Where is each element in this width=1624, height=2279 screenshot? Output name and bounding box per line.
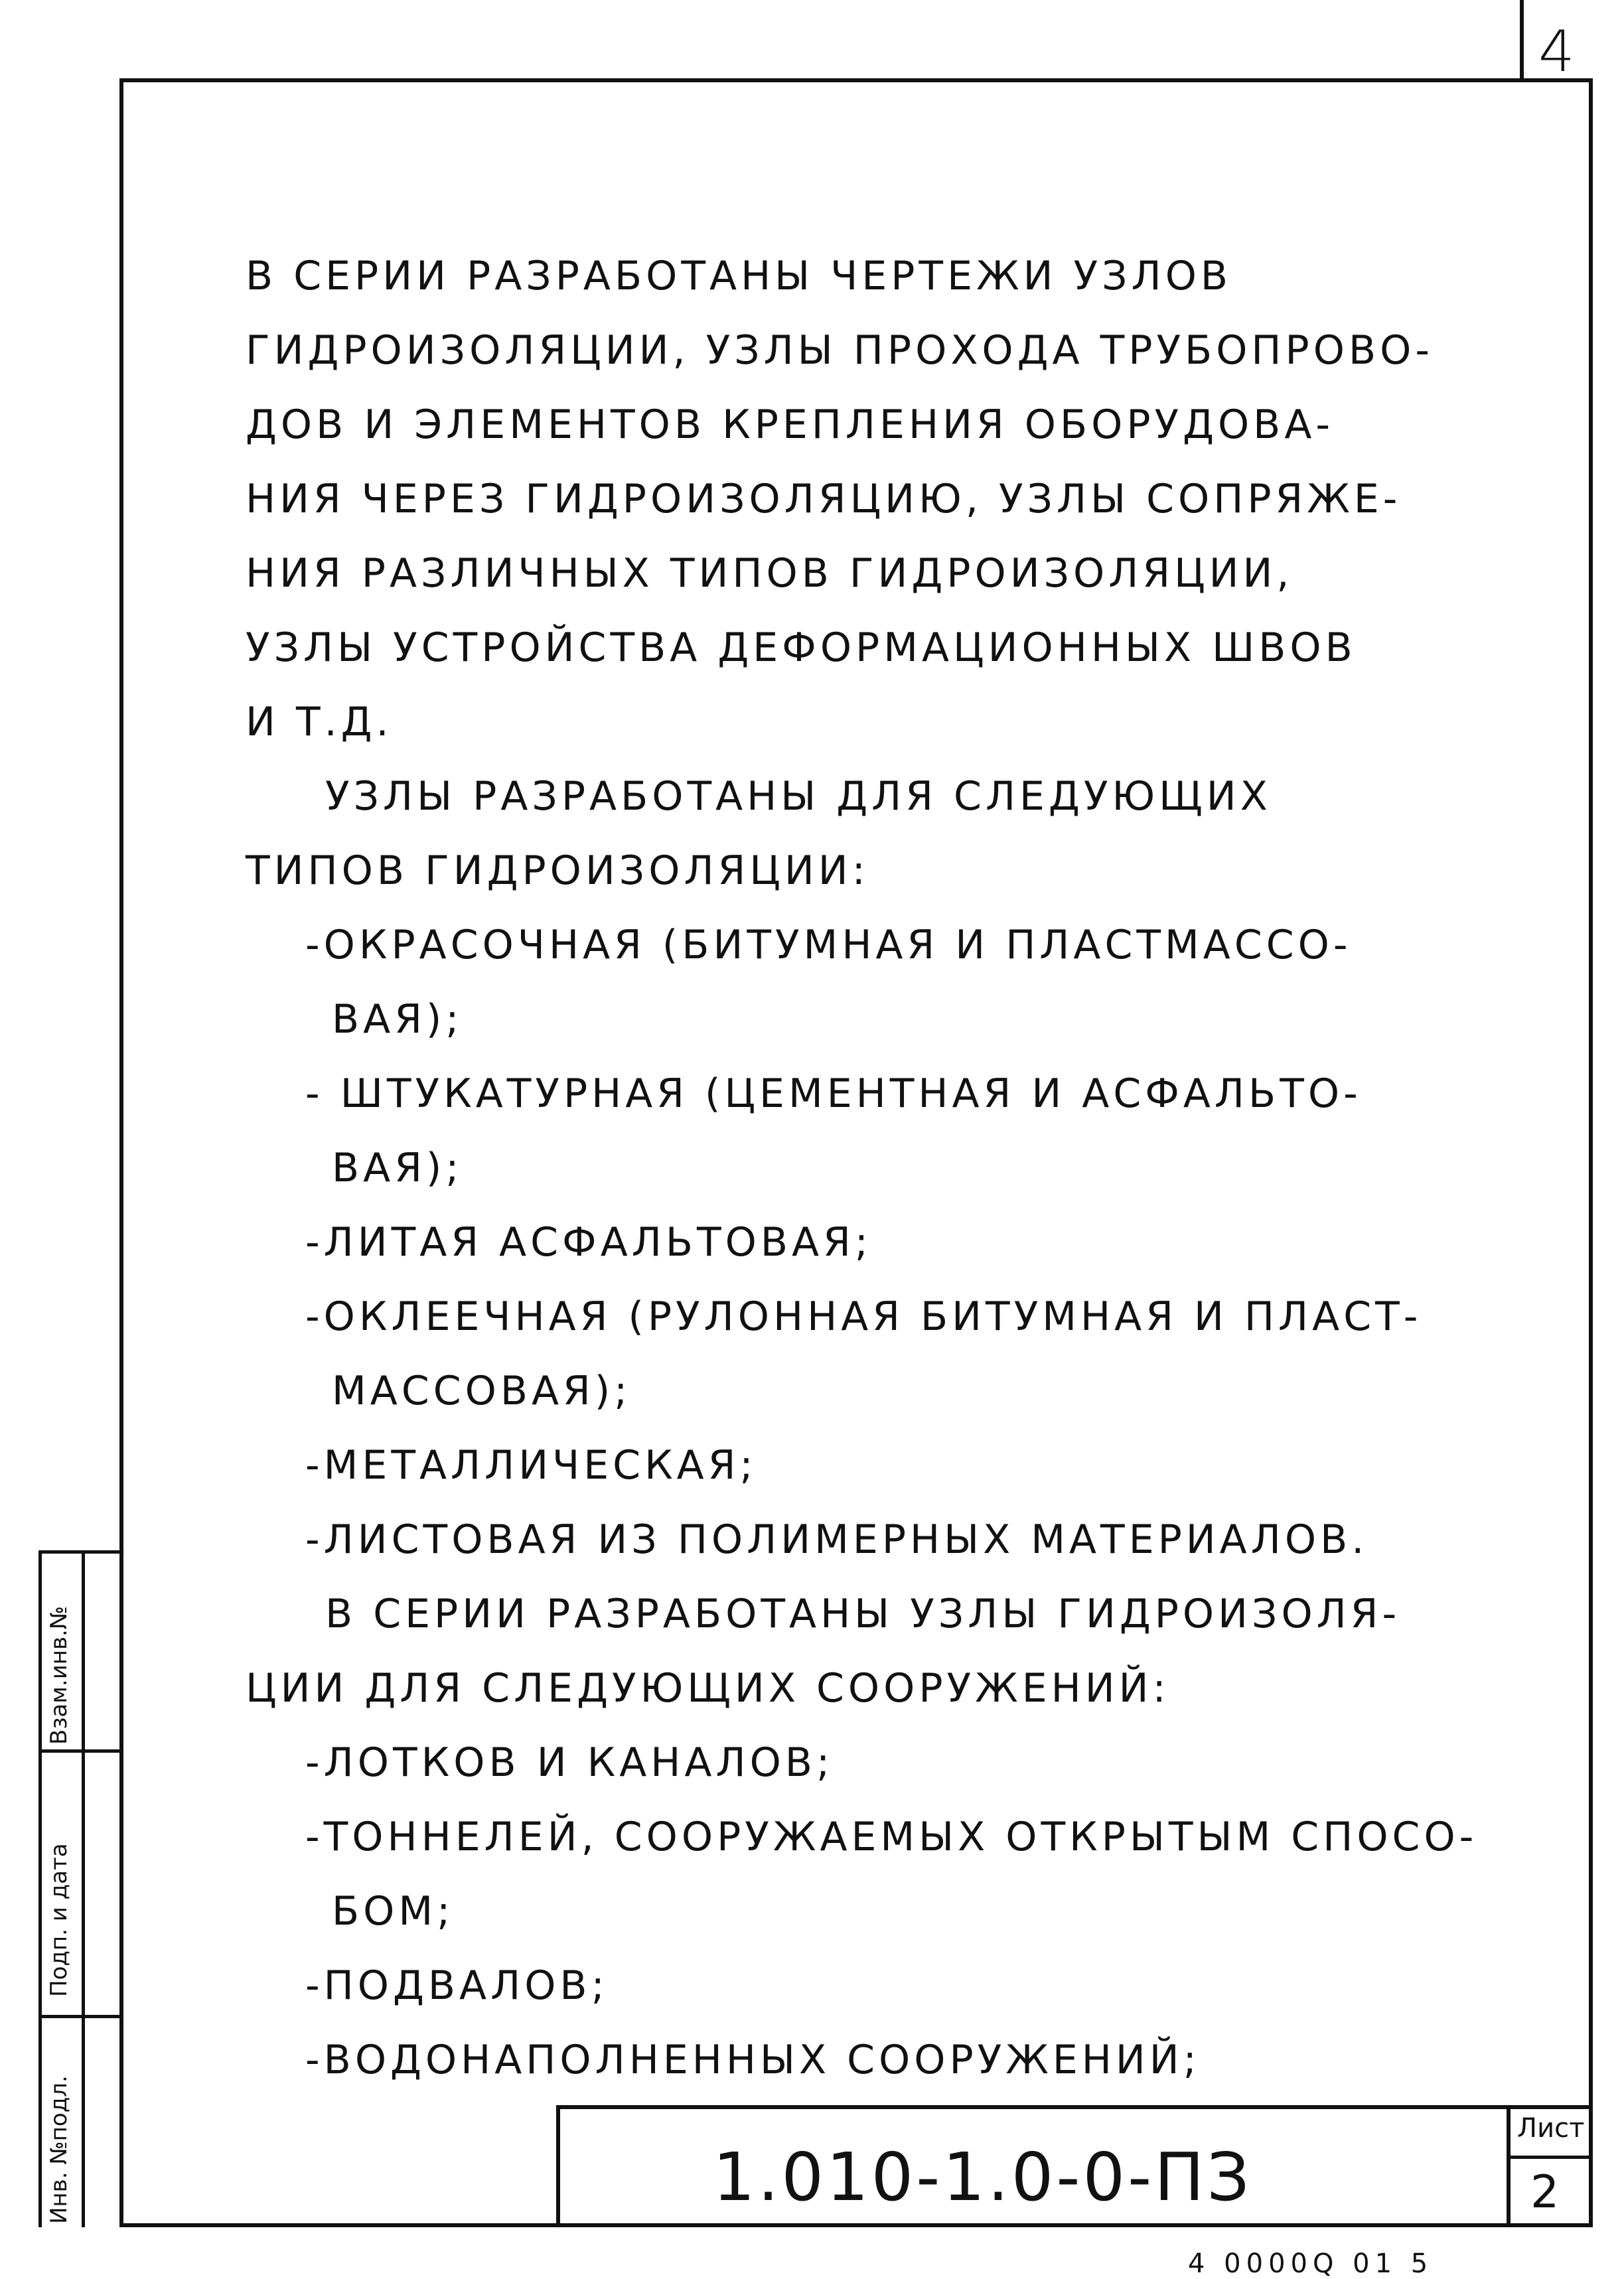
title-block [556, 2105, 1593, 2227]
list-item-continuation: ВАЯ); [332, 996, 463, 1043]
text-line: И Т.Д. [246, 699, 393, 745]
list-item: -ОКЛЕЕЧНАЯ (РУЛОННАЯ БИТУМНАЯ И ПЛАСТ- [305, 1293, 1422, 1340]
sheet-label: Лист [1517, 2113, 1585, 2144]
stamp-cell-signature-date [42, 1753, 119, 2018]
stamp-label-signature-date: Подп. и дата [46, 1842, 72, 1997]
page-number: 4 [1538, 19, 1575, 85]
list-item-continuation: ВАЯ); [332, 1145, 463, 1191]
text-line: В СЕРИИ РАЗРАБОТАНЫ ЧЕРТЕЖИ УЗЛОВ [246, 253, 1232, 299]
text-line: ГИДРОИЗОЛЯЦИИ, УЗЛЫ ПРОХОДА ТРУБОПРОВО- [246, 327, 1434, 374]
text-line: В СЕРИИ РАЗРАБОТАНЫ УЗЛЫ ГИДРОИЗОЛЯ- [325, 1591, 1401, 1637]
explanatory-note-text [246, 239, 1520, 2097]
list-item-continuation: МАССОВАЯ); [332, 1368, 632, 1414]
approval-stamp [38, 1550, 119, 2227]
document-code: 1.010-1.0-0-ПЗ [713, 2138, 1252, 2216]
stamp-label-replacement-inventory: Взам.инв.№ [46, 1605, 72, 1745]
text-line: УЗЛЫ УСТРОЙСТВА ДЕФОРМАЦИОННЫХ ШВОВ [246, 625, 1357, 671]
footer-code: 4 0000Q 01 5 [1188, 2248, 1434, 2279]
list-item: -ЛИТАЯ АСФАЛЬТОВАЯ; [305, 1219, 873, 1266]
text-line: ЦИИ ДЛЯ СЛЕДУЮЩИХ СООРУЖЕНИЙ: [246, 1665, 1170, 1712]
list-item: - ШТУКАТУРНАЯ (ЦЕМЕНТНАЯ И АСФАЛЬТО- [305, 1070, 1362, 1117]
text-line: ДОВ И ЭЛЕМЕНТОВ КРЕПЛЕНИЯ ОБОРУДОВА- [246, 402, 1335, 448]
text-line: НИЯ ЧЕРЕЗ ГИДРОИЗОЛЯЦИЮ, УЗЛЫ СОПРЯЖЕ- [246, 476, 1402, 522]
text-line: УЗЛЫ РАЗРАБОТАНЫ ДЛЯ СЛЕДУЮЩИХ [325, 773, 1272, 820]
list-item: -ТОННЕЛЕЙ, СООРУЖАЕМЫХ ОТКРЫТЫМ СПОСО- [305, 1814, 1478, 1860]
list-item: -ПОДВАЛОВ; [305, 1962, 609, 2009]
text-line: ТИПОВ ГИДРОИЗОЛЯЦИИ: [246, 847, 869, 894]
stamp-cell-original-inventory [42, 2018, 119, 2231]
list-item-continuation: БОМ; [332, 1888, 455, 1935]
list-item: -МЕТАЛЛИЧЕСКАЯ; [305, 1442, 757, 1489]
stamp-cell-replacement-inventory [42, 1554, 119, 1753]
list-item: -ВОДОНАПОЛНЕННЫХ СООРУЖЕНИЙ; [305, 2037, 1201, 2083]
sheet-divider [1511, 2156, 1593, 2159]
list-item: -ЛОТКОВ И КАНАЛОВ; [305, 1739, 834, 1786]
list-item: -ЛИСТОВАЯ ИЗ ПОЛИМЕРНЫХ МАТЕРИАЛОВ. [305, 1516, 1368, 1563]
stamp-label-original-inventory: Инв. №подл. [46, 2075, 72, 2224]
list-item: -ОКРАСОЧНАЯ (БИТУМНАЯ И ПЛАСТМАССО- [305, 922, 1352, 968]
sheet-cell [1507, 2109, 1593, 2227]
text-line: НИЯ РАЗЛИЧНЫХ ТИПОВ ГИДРОИЗОЛЯЦИИ, [246, 550, 1293, 597]
sheet-number: 2 [1530, 2166, 1560, 2219]
